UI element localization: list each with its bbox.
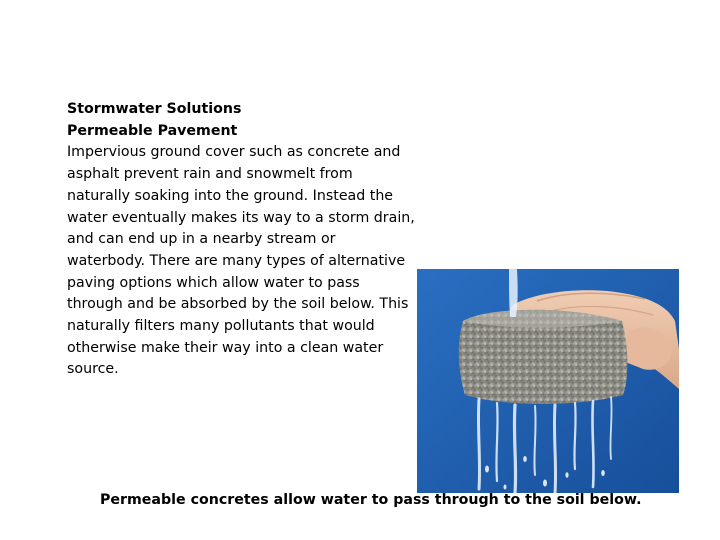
photo-caption: Permeable concretes allow water to pass through to the soil below. — [100, 492, 642, 508]
permeable-concrete-photo — [417, 269, 679, 493]
slide-text-block — [67, 99, 417, 381]
slide-subtitle: Permeable Pavement — [67, 122, 238, 139]
slide-body-text: Impervious ground cover such as concrete and asphalt prevent rain and snowmelt from naturally soaking into the ground. Instead the water eventually makes its way to a storm drain, and can end up in a nearby stream or waterbody. There are many types of alternative paving options which allow water to pass through and be absorbed by the soil below. This naturally filters many pollutants that would otherwise make their way into a clean water source. — [67, 144, 415, 378]
slide-title: Stormwater Solutions — [67, 101, 242, 117]
